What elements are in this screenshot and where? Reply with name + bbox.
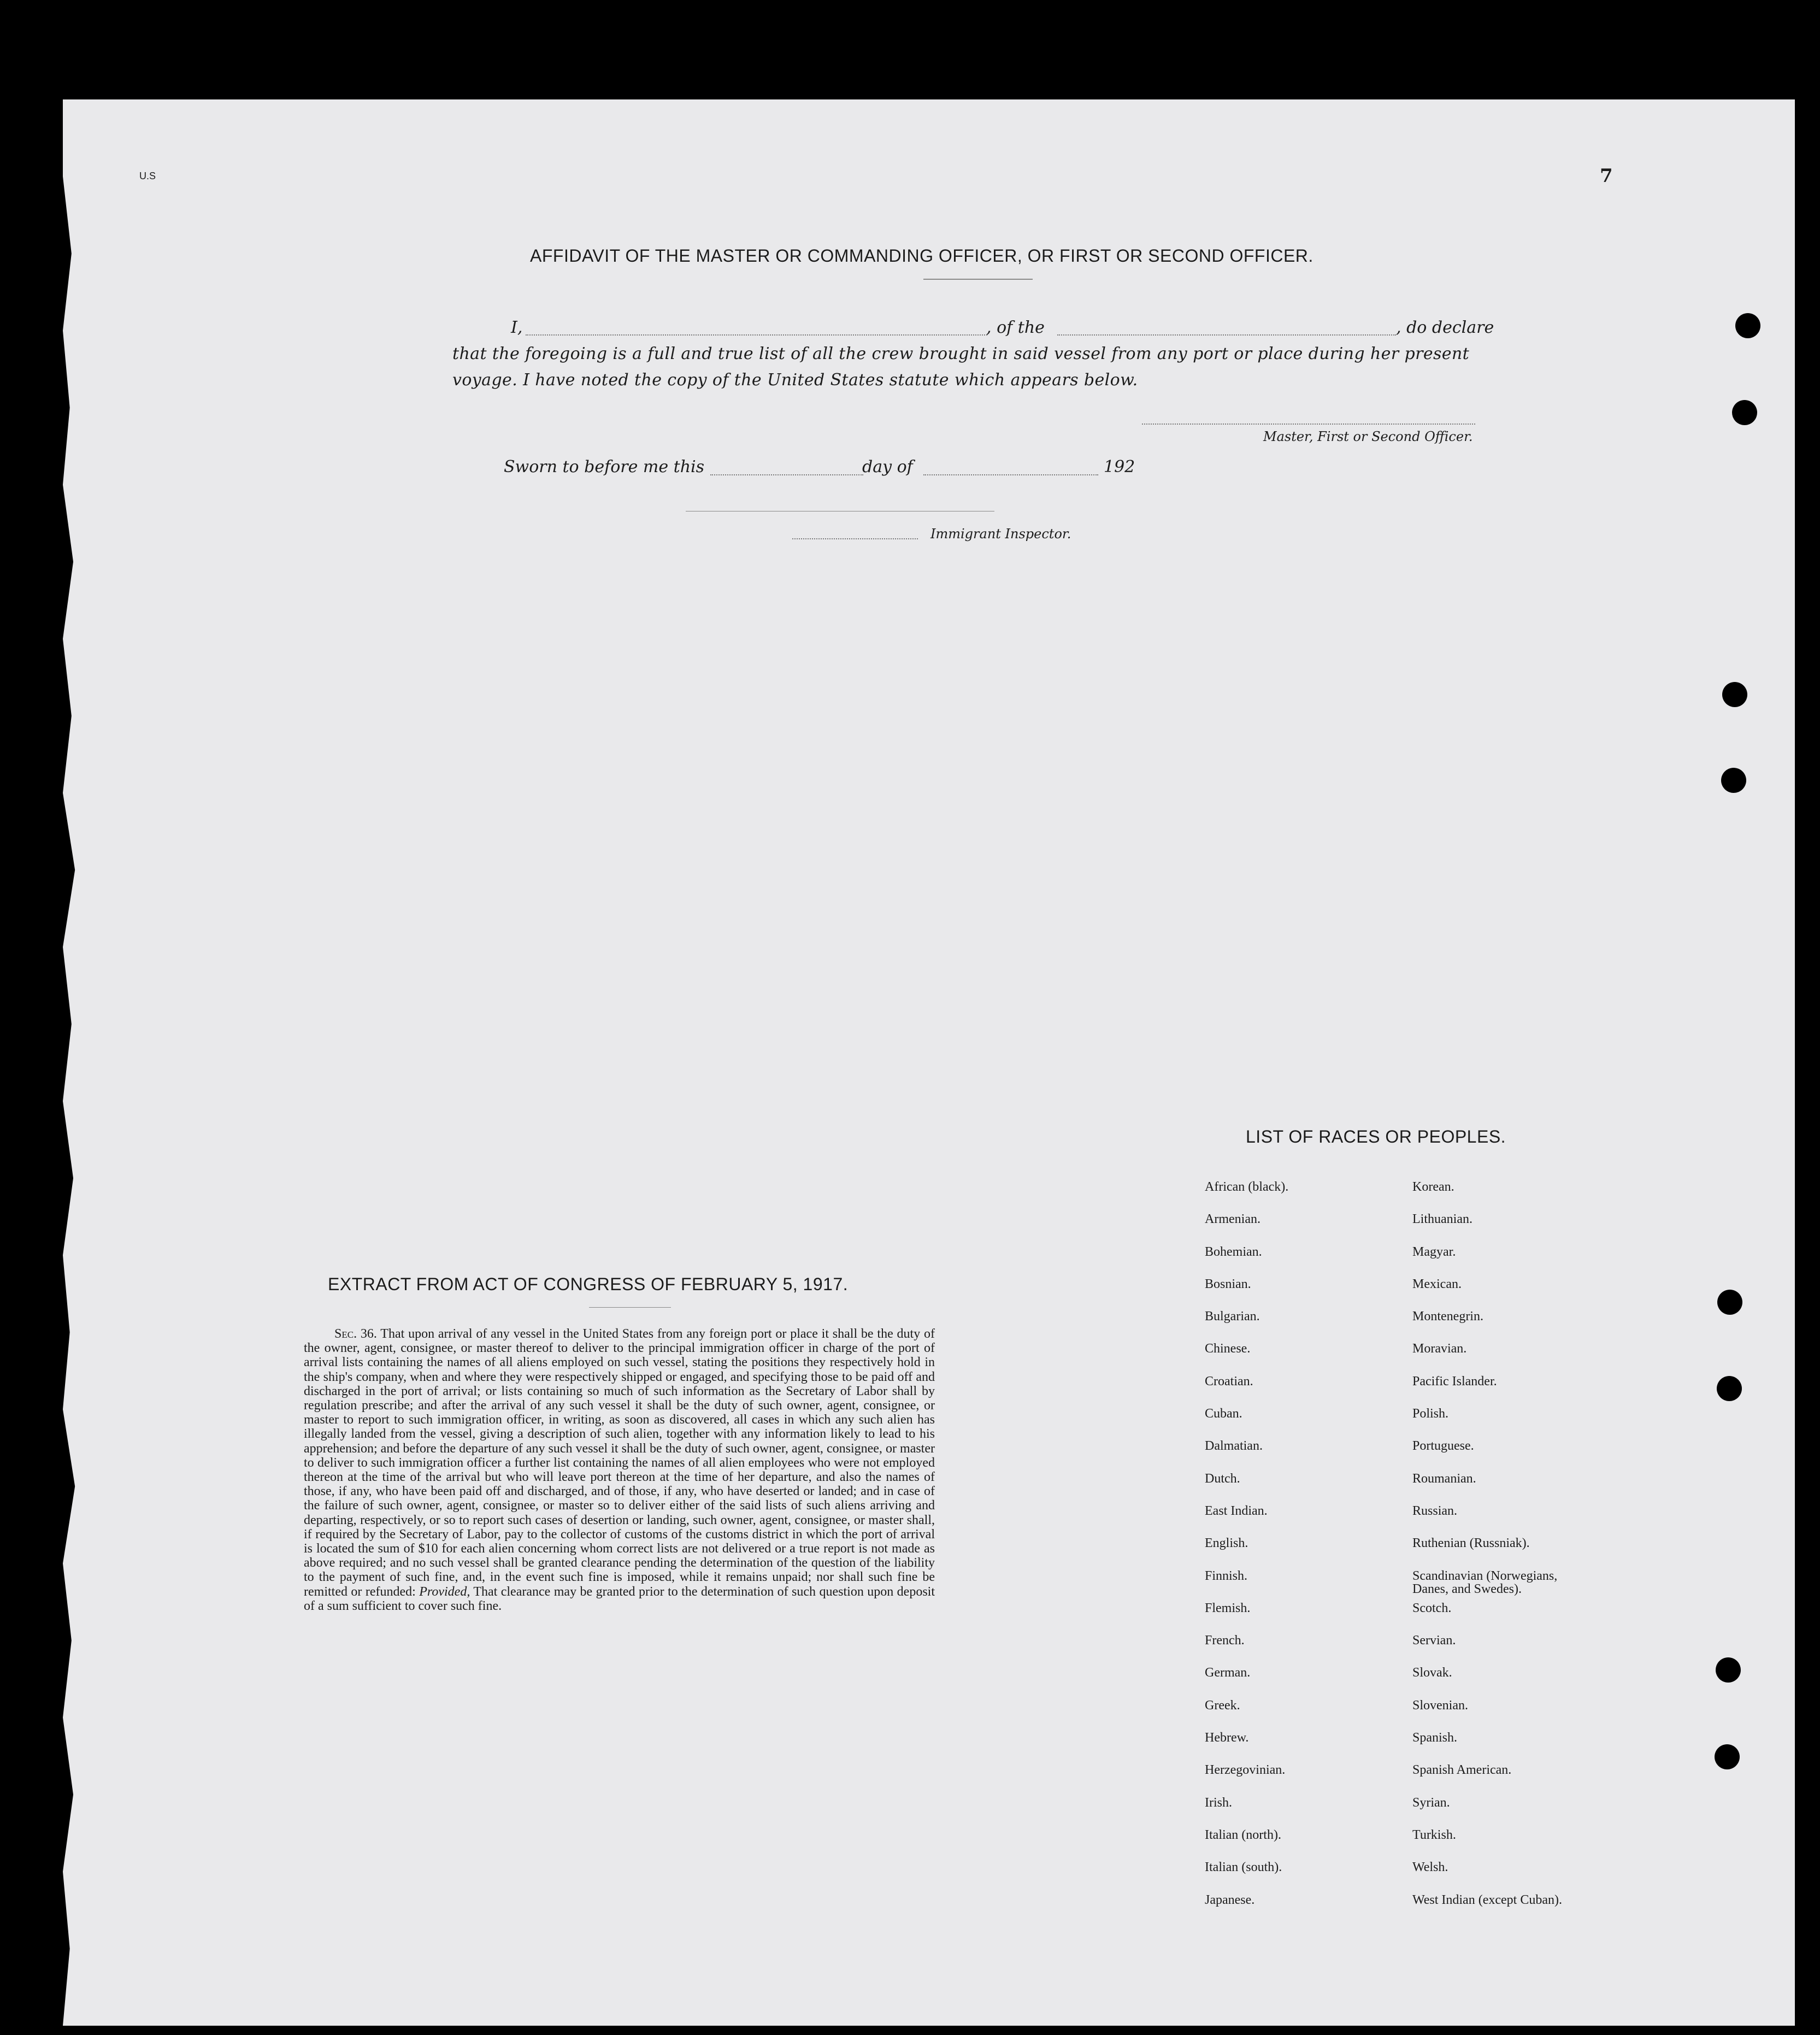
sworn-day-blank <box>710 474 863 475</box>
race-item: Spanish. <box>1412 1731 1458 1745</box>
extract-title-underline <box>589 1307 671 1308</box>
race-item: German. <box>1205 1666 1251 1680</box>
race-item: Finnish. <box>1205 1568 1248 1583</box>
race-item: Italian (north). <box>1205 1827 1281 1842</box>
vessel-name-blank <box>1057 334 1396 336</box>
signature-blank <box>1142 424 1475 425</box>
extract-title: EXTRACT FROM ACT OF CONGRESS OF FEBRUARY 5, 1917. <box>328 1274 849 1294</box>
race-item: Magyar. <box>1412 1244 1456 1259</box>
race-item: Slovenian. <box>1412 1698 1468 1713</box>
race-item: English. <box>1205 1536 1248 1551</box>
year-prefix: 192 <box>1104 457 1135 477</box>
race-item: Bohemian. <box>1205 1244 1262 1259</box>
punch-hole <box>1735 313 1760 338</box>
races-list <box>1205 1180 1620 1926</box>
day-of-text: day of <box>862 457 913 477</box>
race-item: Polish. <box>1412 1407 1449 1421</box>
inspector-signature-blank <box>792 538 918 539</box>
signer-label: Master, First or Second Officer. <box>1263 429 1473 444</box>
race-item: Slovak. <box>1412 1666 1452 1680</box>
race-item: Lithuanian. <box>1412 1212 1473 1227</box>
punch-hole <box>1716 1657 1741 1683</box>
section-label: Sec. 36. <box>334 1327 377 1341</box>
affidavit-title: AFFIDAVIT OF THE MASTER OR COMMANDING OFFICER, OR FIRST OR SECOND OFFICER. <box>530 246 1314 266</box>
race-item: East Indian. <box>1205 1503 1268 1518</box>
race-item: Scandinavian (Norwegians, Danes, and Swedes). <box>1412 1568 1558 1596</box>
punch-hole <box>1721 768 1746 793</box>
extract-text-a: That upon arrival of any vessel in the United States from any foreign port or place it shall be the duty of the owner, agent, consignee, or master thereof to deliver to the principal immigration officer in charge of the port of arrival lists containing the names of all aliens employed on such vessel, stating the positions they respectively hold in the ship's company, when and where they were respectively shipped or engaged, and specifying those to be paid off and discharged in the port of arrival; or lists containing so much of such information as the Secretary of Labor shall by regulation prescribe; and after the arrival of any such vessel it shall be the duty of such owner, agent, consignee, or master to report to such immigration officer, in writing, as soon as discovered, all cases in which any such alien has illegally landed from the vessel, giving a description of such alien, together with any information likely to lead to his apprehension; and before the departure of any such vessel it shall be the duty of such owner, agent, consignee, or master to deliver to such immigration officer a further list containing the names of all alien employees who were not employed thereon at the time of the arrival but who will leave port thereon at the time of her departure, and also the names of those, if any, who have been paid off and discharged, and of those, if any, who have deserted or landed; and in case of the failure of such owner, agent, consignee, or master so to deliver either of the said lists of such aliens arriving and departing, respectively, or so to report such cases of desertion or landing, such owner, agent, consignee, or master shall, if required by the Secretary of Labor, pay to the collector of customs of the customs district in which the port of arrival is located the sum of $10 for each alien concerning whom correct lists are not delivered or a true report is not made as above required; and no such vessel shall be granted clearance pending the determination of the question of the liability to the payment of such fine, and, in the event such fine is imposed, while it remains unpaid; nor shall such fine be remitted or refunded: <box>304 1327 935 1599</box>
punch-hole <box>1717 1290 1742 1315</box>
punch-hole <box>1717 1376 1742 1401</box>
punch-hole <box>1722 682 1747 707</box>
race-item: Turkish. <box>1412 1827 1456 1842</box>
race-item: French. <box>1205 1633 1245 1648</box>
race-item: Russian. <box>1412 1503 1458 1518</box>
race-item: Cuban. <box>1205 1407 1242 1421</box>
race-item: Japanese. <box>1205 1892 1255 1907</box>
race-item: Flemish. <box>1205 1601 1251 1615</box>
inspector-label: Immigrant Inspector. <box>930 526 1071 542</box>
race-item: Welsh. <box>1412 1860 1448 1875</box>
race-item: Roumanian. <box>1412 1471 1476 1486</box>
page-number: 7 <box>1600 165 1613 187</box>
race-item: Scotch. <box>1412 1601 1452 1615</box>
race-item: Spanish American. <box>1412 1763 1512 1778</box>
race-item: Armenian. <box>1205 1212 1261 1227</box>
affidavit-line3: voyage. I have noted the copy of the United States statute which appears below. <box>452 370 1138 390</box>
race-item: Herzegovinian. <box>1205 1763 1286 1778</box>
provided-label: Provided, <box>419 1584 470 1599</box>
affidavit-line1-mid: , of the <box>986 318 1045 337</box>
race-item: West Indian (except Cuban). <box>1412 1892 1562 1907</box>
affidavit-line1-end: , do declare <box>1396 318 1494 337</box>
margin-mark: U.S <box>139 170 156 181</box>
race-item: Bosnian. <box>1205 1277 1251 1291</box>
affidavit-line1-start: I, <box>511 318 523 337</box>
punch-hole <box>1732 400 1757 425</box>
race-item: Mexican. <box>1412 1277 1462 1291</box>
race-item: Korean. <box>1412 1180 1454 1194</box>
race-item: Montenegrin. <box>1412 1309 1483 1324</box>
race-item: Servian. <box>1412 1633 1456 1648</box>
race-item: Moravian. <box>1412 1342 1467 1356</box>
race-item: Hebrew. <box>1205 1731 1249 1745</box>
race-item: Ruthenian (Russniak). <box>1412 1536 1530 1551</box>
race-item: Greek. <box>1205 1698 1240 1713</box>
extract-body <box>304 1327 935 1613</box>
race-item: Bulgarian. <box>1205 1309 1260 1324</box>
race-item: African (black). <box>1205 1180 1289 1194</box>
sworn-text: Sworn to before me this <box>504 457 705 477</box>
sworn-month-blank <box>923 474 1098 475</box>
title-underline <box>923 279 1033 280</box>
race-item: Italian (south). <box>1205 1860 1282 1875</box>
affidavit-line2: that the foregoing is a full and true list of all the crew brought in said vessel from any port or place during her present <box>452 344 1470 363</box>
master-name-blank <box>526 334 987 336</box>
races-title: LIST OF RACES OR PEOPLES. <box>1246 1127 1506 1146</box>
race-item: Pacific Islander. <box>1412 1374 1497 1389</box>
race-item: Dutch. <box>1205 1471 1240 1486</box>
race-item: Chinese. <box>1205 1342 1251 1356</box>
race-item: Dalmatian. <box>1205 1439 1263 1454</box>
race-item: Portuguese. <box>1412 1439 1474 1454</box>
race-item: Croatian. <box>1205 1374 1253 1389</box>
race-item: Syrian. <box>1412 1795 1450 1810</box>
race-item: Irish. <box>1205 1795 1232 1810</box>
punch-hole <box>1715 1744 1740 1769</box>
extract-text-b: That clearance may be granted prior to the determination of such question upon deposit of a sum sufficient to cover such fine. <box>304 1584 935 1613</box>
